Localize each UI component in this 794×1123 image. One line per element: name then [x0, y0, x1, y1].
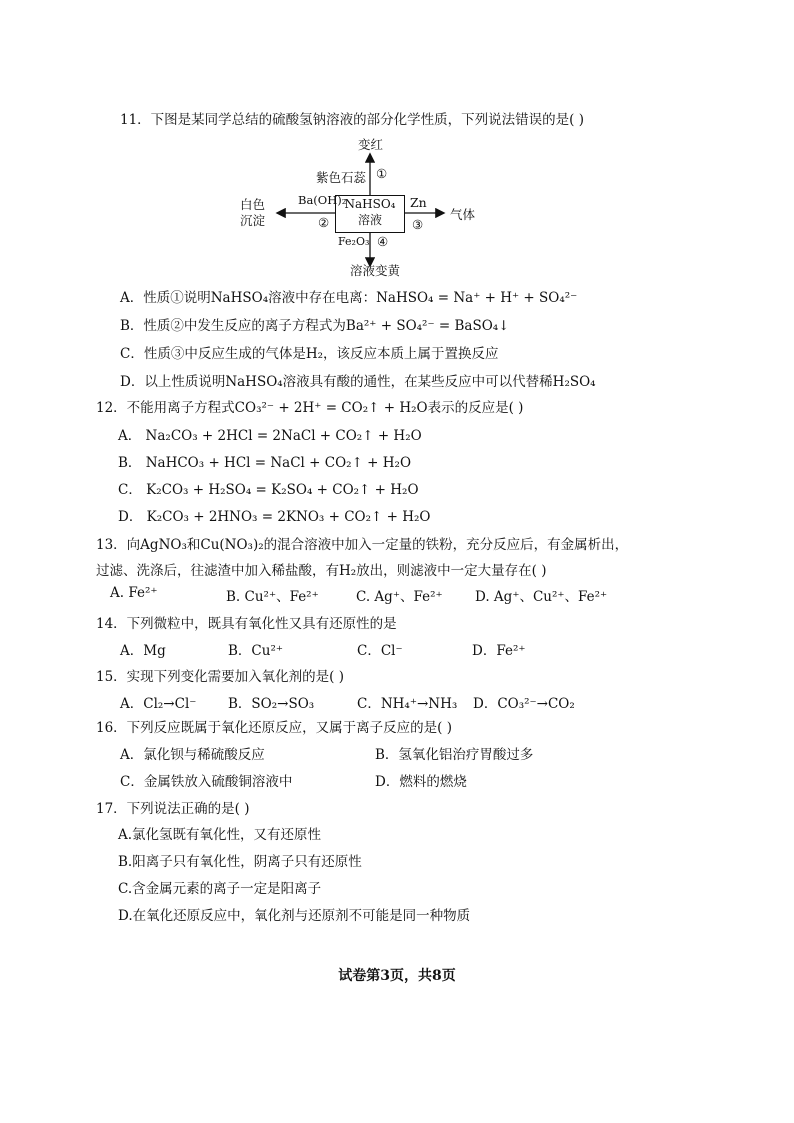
q11-diagram — [240, 135, 540, 278]
top-num: ① — [376, 166, 388, 181]
q17-stem: 17．下列说法正确的是( ) — [96, 801, 250, 817]
top-reagent: 紫色石蕊 — [316, 170, 367, 185]
top-product: 变红 — [358, 137, 384, 152]
q14-stem: 14．下列微粒中，既具有氧化性又具有还原性的是 — [96, 616, 397, 632]
q16-option-c: C．金属铁放入硫酸铜溶液中 — [120, 774, 293, 790]
q12-option-c: C． K₂CO₃ + H₂SO₄ = K₂SO₄ + CO₂↑ + H₂O — [118, 482, 419, 498]
q12-option-b: B． NaHCO₃ + HCl = NaCl + CO₂↑ + H₂O — [118, 455, 412, 471]
q11-option-b: B．性质②中发生反应的离子方程式为Ba²⁺ + SO₄²⁻ = BaSO₄↓ — [120, 318, 510, 334]
bottom-reagent: Fe₂O₃ — [338, 235, 370, 248]
q13-option-a: A. Fe²⁺ — [110, 585, 158, 601]
bottom-product: 溶液变黄 — [350, 263, 401, 278]
q13-option-b: B. Cu²⁺、Fe²⁺ — [226, 589, 319, 605]
left-num: ② — [318, 215, 330, 230]
q11-stem: 11．下图是某同学总结的硫酸氢钠溶液的部分化学性质，下列说法错误的是( ) — [120, 112, 585, 128]
q14-option-d: D．Fe²⁺ — [472, 643, 526, 659]
left-product-1: 白色 — [240, 197, 266, 212]
q12-option-d: D． K₂CO₃ + 2HNO₃ = 2KNO₃ + CO₂↑ + H₂O — [118, 509, 431, 525]
q15-option-a: A．Cl₂→Cl⁻ — [120, 696, 197, 712]
q17-option-b: B.阳离子只有氧化性，阴离子只有还原性 — [118, 854, 362, 870]
right-reagent: Zn — [410, 195, 427, 210]
q12-option-a: A． Na₂CO₃ + 2HCl = 2NaCl + CO₂↑ + H₂O — [118, 428, 422, 444]
q15-option-c: C．NH₄⁺→NH₃ — [357, 696, 458, 712]
q15-option-b: B．SO₂→SO₃ — [228, 696, 315, 712]
q16-option-d: D．燃料的燃烧 — [375, 774, 467, 790]
q14-option-b: B．Cu²⁺ — [228, 643, 283, 659]
q16-option-a: A．氯化钡与稀硫酸反应 — [120, 747, 265, 763]
q11-option-a: A．性质①说明NaHSO₄溶液中存在电离：NaHSO₄ = Na⁺ + H⁺ + SO₄²⁻ — [120, 290, 578, 306]
left-product-2: 沉淀 — [240, 213, 266, 228]
q14-option-a: A．Mg — [120, 643, 166, 659]
right-product: 气体 — [450, 207, 476, 222]
q13-stem-1: 13．向AgNO₃和Cu(NO₃)₂的混合溶液中加入一定量的铁粉，充分反应后，有金属析出， — [96, 537, 629, 553]
q12-stem: 12．不能用离子方程式CO₃²⁻ + 2H⁺ = CO₂↑ + H₂O表示的反应是( ) — [96, 400, 524, 416]
right-num: ③ — [412, 217, 424, 232]
q15-stem: 15．实现下列变化需要加入氧化剂的是( ) — [96, 669, 345, 685]
q17-option-c: C.含金属元素的离子一定是阳离子 — [118, 881, 322, 897]
q14-option-c: C．Cl⁻ — [357, 643, 403, 659]
center-line1: NaHSO₄ — [344, 197, 396, 211]
q13-option-d: D. Ag⁺、Cu²⁺、Fe²⁺ — [475, 589, 608, 605]
q11-option-d: D．以上性质说明NaHSO₄溶液具有酸的通性，在某些反应中可以代替稀H₂SO₄ — [120, 374, 596, 390]
q17-option-a: A.氯化氢既有氧化性，又有还原性 — [118, 827, 322, 843]
q13-option-c: C. Ag⁺、Fe²⁺ — [356, 589, 443, 605]
left-reagent: Ba(OH)₂ — [298, 193, 347, 207]
q17-option-d: D.在氧化还原反应中，氧化剂与还原剂不可能是同一种物质 — [118, 908, 471, 924]
q11-option-c: C．性质③中反应生成的气体是H₂，该反应本质上属于置换反应 — [120, 346, 499, 362]
q13-stem-2: 过滤、洗涤后，往滤渣中加入稀盐酸，有H₂放出，则滤液中一定大量存在( ) — [96, 563, 547, 579]
q15-option-d: D．CO₃²⁻→CO₂ — [473, 696, 575, 712]
page-footer: 试卷第3页，共8页 — [338, 968, 456, 984]
bottom-num: ④ — [377, 234, 389, 249]
nahso4-box — [335, 195, 405, 233]
q16-stem: 16．下列反应既属于氧化还原反应，又属于离子反应的是( ) — [96, 720, 453, 736]
center-line2: 溶液 — [357, 213, 382, 227]
q16-option-b: B．氢氧化铝治疗胃酸过多 — [375, 747, 534, 763]
